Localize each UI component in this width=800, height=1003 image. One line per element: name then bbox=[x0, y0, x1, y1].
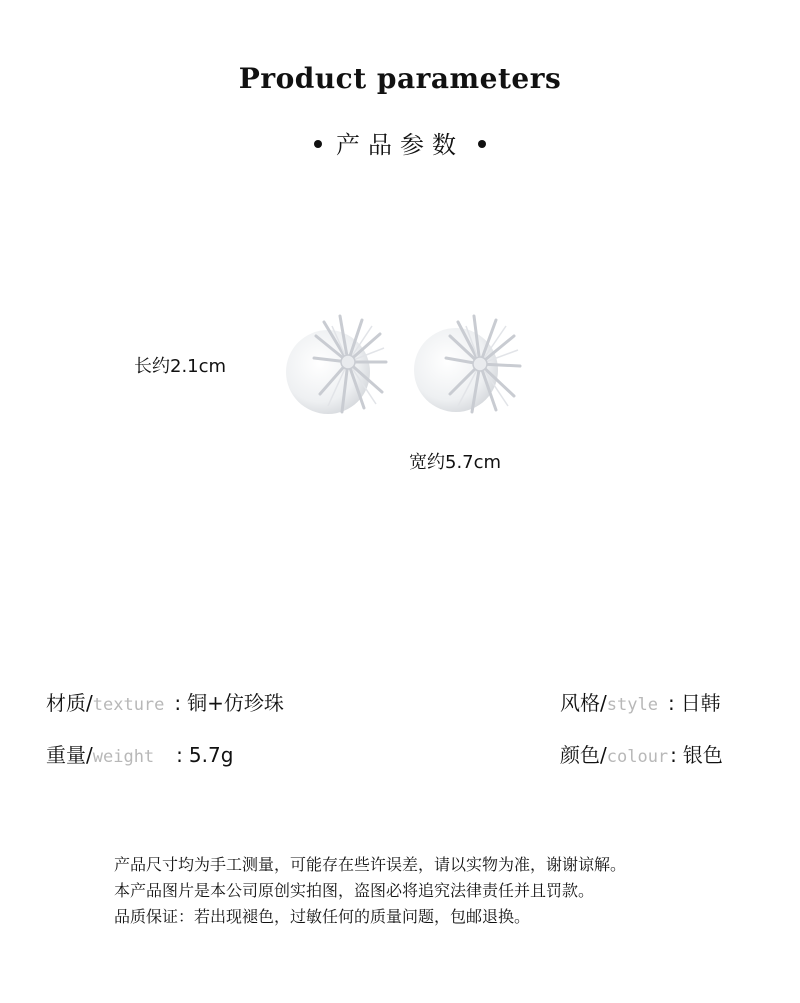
page-title: Product parameters bbox=[238, 62, 562, 95]
param-weight bbox=[46, 739, 233, 768]
width-label: 宽约5.7cm bbox=[409, 452, 502, 473]
param-label-en: style bbox=[606, 695, 658, 715]
bullet-icon bbox=[314, 140, 322, 148]
param-color bbox=[560, 739, 723, 768]
param-label-en: texture bbox=[92, 695, 165, 715]
note-line: 产品尺寸均为手工测量，可能存在些许误差，请以实物为准，谢谢谅解。 bbox=[114, 855, 627, 874]
colon: : bbox=[176, 743, 183, 767]
bullet-icon bbox=[478, 140, 486, 148]
param-label: 重量/ bbox=[46, 743, 93, 767]
earring-image-left bbox=[280, 312, 390, 422]
param-label: 颜色/ bbox=[560, 743, 607, 767]
disclaimer-notes bbox=[114, 852, 626, 930]
param-material bbox=[46, 687, 284, 716]
param-value: 铜+仿珍珠 bbox=[187, 691, 284, 715]
colon: : bbox=[667, 691, 675, 715]
param-label-en: weight bbox=[92, 747, 155, 767]
param-value: 5.7g bbox=[188, 743, 234, 767]
section-subtitle bbox=[0, 125, 800, 160]
subtitle-text: 产品参数 bbox=[336, 131, 464, 159]
param-label-en: colour bbox=[606, 747, 669, 767]
note-line: 品质保证：若出现褪色，过敏任何的质量问题，包邮退换。 bbox=[114, 907, 531, 926]
param-value: 银色 bbox=[682, 743, 723, 767]
colon: : bbox=[670, 743, 677, 767]
param-label: 材质/ bbox=[46, 691, 93, 715]
param-style bbox=[560, 687, 721, 716]
length-label: 长约2.1cm bbox=[134, 356, 227, 377]
note-line: 本产品图片是本公司原创实拍图，盗图必将追究法律责任并且罚款。 bbox=[114, 881, 595, 900]
colon: : bbox=[174, 691, 182, 715]
param-label: 风格/ bbox=[560, 691, 607, 715]
param-value: 日韩 bbox=[680, 691, 721, 715]
earring-image-right bbox=[410, 312, 530, 422]
